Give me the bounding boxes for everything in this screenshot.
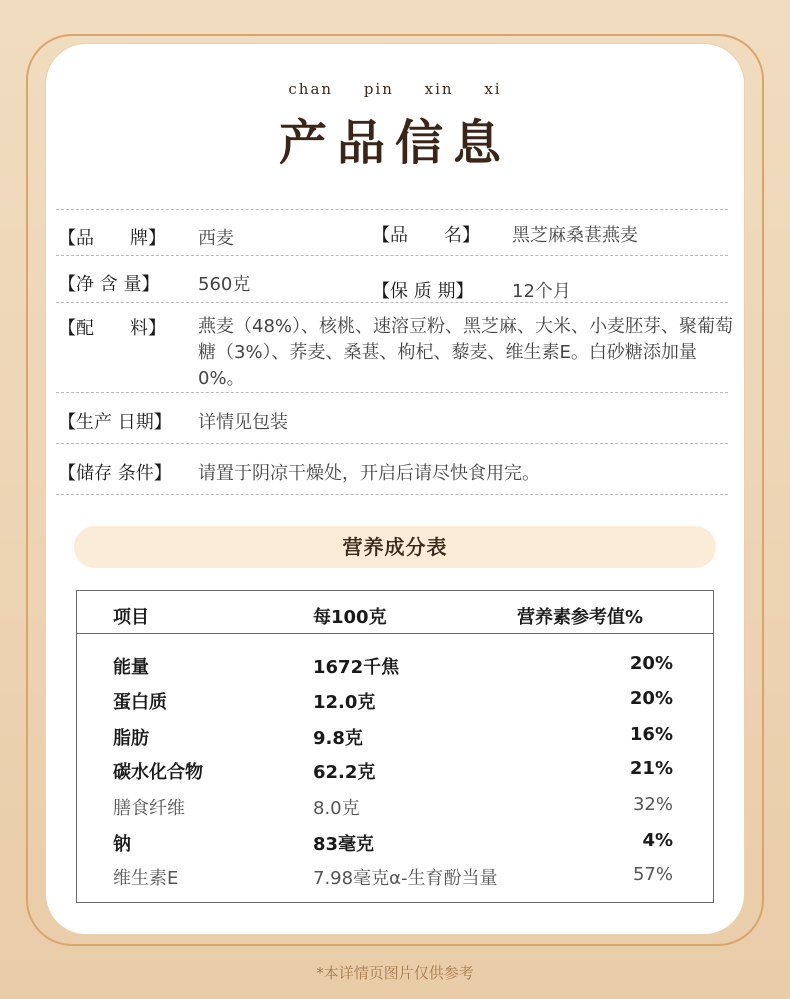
header-per100: 每100克 xyxy=(313,607,387,628)
brand-label: 【品 牌】 xyxy=(58,228,166,249)
row-item: 蛋白质 xyxy=(113,692,167,713)
disclaimer-footnote: *本详情页图片仅供参考 xyxy=(316,964,474,982)
row-per100: 1672千焦 xyxy=(313,657,400,678)
row-nrv: 4% xyxy=(642,830,673,851)
row-item: 能量 xyxy=(113,657,149,678)
storage-label: 【储存 条件】 xyxy=(58,463,172,484)
shelf-life-value: 12个月 xyxy=(512,281,571,302)
row-item: 膳食纤维 xyxy=(113,798,185,819)
divider xyxy=(56,494,728,495)
row-item: 维生素E xyxy=(113,868,179,889)
header-nrv: 营养素参考值% xyxy=(517,607,644,628)
row-nrv: 32% xyxy=(632,794,673,815)
divider xyxy=(56,255,728,256)
header-divider xyxy=(77,633,713,634)
row-item: 脂肪 xyxy=(113,728,149,749)
row-per100: 83毫克 xyxy=(313,834,375,855)
row-nrv: 20% xyxy=(629,653,673,674)
production-date-label: 【生产 日期】 xyxy=(58,412,172,433)
product-name-label: 【品 名】 xyxy=(372,225,480,246)
ingredients-value: 燕麦（48%）、核桃、速溶豆粉、黑芝麻、大米、小麦胚芽、聚葡萄糖（3%）、荞麦、桑葚、枸杞、藜麦、维生素E。白砂糖添加量0%。 xyxy=(198,316,734,389)
net-content-value: 560克 xyxy=(198,274,251,295)
row-per100: 7.98毫克α-生育酚当量 xyxy=(313,868,498,889)
row-per100: 62.2克 xyxy=(313,762,376,783)
storage-value: 请置于阴凉干燥处，开启后请尽快食用完。 xyxy=(198,463,540,484)
row-nrv: 16% xyxy=(629,724,673,745)
row-item: 钠 xyxy=(113,834,131,855)
header-item: 项目 xyxy=(113,607,149,628)
shelf-life-label: 【保 质 期】 xyxy=(372,281,474,302)
divider xyxy=(56,392,728,393)
divider xyxy=(56,443,728,444)
row-per100: 12.0克 xyxy=(313,692,376,713)
production-date-value: 详情见包装 xyxy=(198,412,288,433)
title-pinyin: chan pin xin xi xyxy=(288,80,502,98)
row-item: 碳水化合物 xyxy=(113,762,203,783)
divider xyxy=(56,209,728,210)
row-per100: 9.8克 xyxy=(313,728,363,749)
brand-value: 西麦 xyxy=(198,228,234,249)
row-nrv: 21% xyxy=(629,758,673,779)
ingredients-label: 【配 料】 xyxy=(58,318,166,339)
net-content-label: 【净 含 量】 xyxy=(58,274,160,295)
row-per100: 8.0克 xyxy=(313,798,360,819)
nutrition-table xyxy=(76,590,714,903)
nutrition-title: 营养成分表 xyxy=(74,526,716,568)
row-nrv: 20% xyxy=(629,688,673,709)
row-nrv: 57% xyxy=(632,864,673,885)
product-name-value: 黑芝麻桑葚燕麦 xyxy=(512,225,638,246)
page-title: 产品信息 xyxy=(278,115,511,171)
